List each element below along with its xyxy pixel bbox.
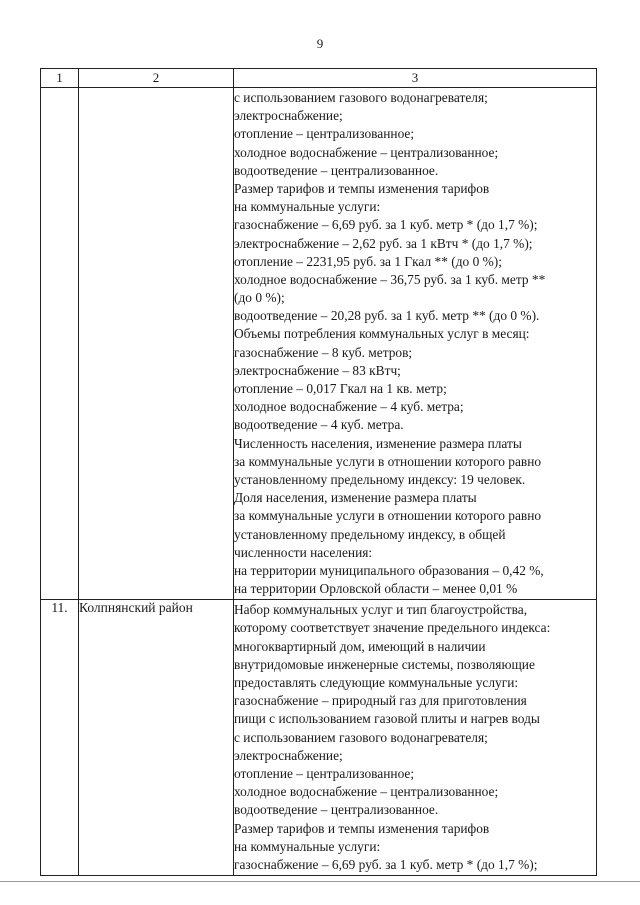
row-number-cell: 11.	[41, 600, 79, 876]
description-line: электроснабжение;	[234, 108, 343, 124]
description-line: водоотведение – 4 куб. метра.	[234, 417, 404, 433]
description-line: Доля населения, изменение размера платы	[234, 490, 477, 506]
description-line: газоснабжение – 6,69 руб. за 1 куб. метр * (до 1,7 %);	[234, 217, 538, 233]
description-line: установленному предельному индексу, в общей	[234, 526, 506, 542]
description-line: холодное водоснабжение – централизованное;	[234, 784, 499, 800]
description-line: с использованием газового водонагревателя;	[234, 90, 488, 105]
description-line: численности населения:	[234, 544, 373, 560]
description-line: на территории Орловской области – менее 0,01 %	[234, 581, 518, 597]
description-line: газоснабжение – 8 куб. метров;	[234, 344, 413, 360]
description-line: Размер тарифов и темпы изменения тарифов	[234, 180, 490, 196]
description-line: с использованием газового водонагревателя;	[234, 729, 488, 745]
description-line: на коммунальные услуги:	[234, 838, 381, 854]
description-cell	[234, 88, 597, 600]
row-number-cell	[41, 88, 79, 600]
table-row	[41, 88, 597, 600]
description-line: установленному предельному индексу: 19 человек.	[234, 471, 526, 487]
description-line: газоснабжение – 6,69 руб. за 1 куб. метр * (до 1,7 %);	[234, 856, 538, 872]
description-line: отопление – 0,017 Гкал на 1 кв. метр;	[234, 381, 447, 396]
header-col-3: 3	[234, 69, 597, 88]
district-name-cell: Колпнянский район	[79, 600, 234, 876]
description-line: отопление – централизованное;	[234, 126, 415, 142]
description-line: электроснабжение – 83 кВтч;	[234, 362, 401, 378]
description-line: холодное водоснабжение – 4 куб. метра;	[234, 399, 464, 415]
description-line: многоквартирный дом, имеющий в наличии	[234, 638, 486, 654]
description-line: водоотведение – централизованное.	[234, 162, 439, 178]
table-header-row	[41, 69, 597, 88]
description-line: за коммунальные услуги в отношении которого равно	[234, 453, 542, 469]
description-line: на коммунальные услуги:	[234, 199, 381, 215]
description-line: электроснабжение – 2,62 руб. за 1 кВтч * (до 1,7 %);	[234, 235, 533, 251]
description-line: Размер тарифов и темпы изменения тарифов	[234, 820, 490, 836]
district-name-cell	[79, 88, 234, 600]
description-line: водоотведение – централизованное.	[234, 802, 439, 818]
table-row	[41, 600, 597, 876]
tariff-table	[40, 68, 597, 876]
description-line: пищи с использованием газовой плиты и нагрев воды	[234, 711, 540, 727]
description-line: Набор коммунальных услуг и тип благоустройства,	[234, 602, 528, 618]
description-line: которому соответствует значение предельного индекса:	[234, 620, 551, 636]
description-line: отопление – 2231,95 руб. за 1 Гкал ** (до 0 %);	[234, 253, 502, 269]
header-col-1: 1	[41, 69, 79, 88]
description-line: холодное водоснабжение – централизованное;	[234, 144, 499, 160]
footer-rule	[0, 881, 640, 882]
description-line: холодное водоснабжение – 36,75 руб. за 1 куб. метр **	[234, 271, 546, 287]
description-cell	[234, 600, 597, 876]
header-col-2: 2	[79, 69, 234, 88]
description-line: на территории муниципального образования – 0,42 %,	[234, 562, 544, 578]
description-line: предоставлять следующие коммунальные услуги:	[234, 675, 519, 690]
description-line: электроснабжение;	[234, 747, 343, 763]
description-line: отопление – централизованное;	[234, 765, 415, 781]
description-line: газоснабжение – природный газ для приготовления	[234, 693, 527, 709]
page-number: 9	[316, 36, 324, 51]
description-line: внутридомовые инженерные системы, позволяющие	[234, 656, 535, 672]
description-line: (до 0 %);	[234, 290, 285, 306]
description-line: Численность населения, изменение размера платы	[234, 435, 522, 451]
description-line: за коммунальные услуги в отношении которого равно	[234, 508, 542, 524]
description-line: водоотведение – 20,28 руб. за 1 куб. метр ** (до 0 %).	[234, 308, 540, 324]
description-line: Объемы потребления коммунальных услуг в месяц:	[234, 326, 530, 342]
